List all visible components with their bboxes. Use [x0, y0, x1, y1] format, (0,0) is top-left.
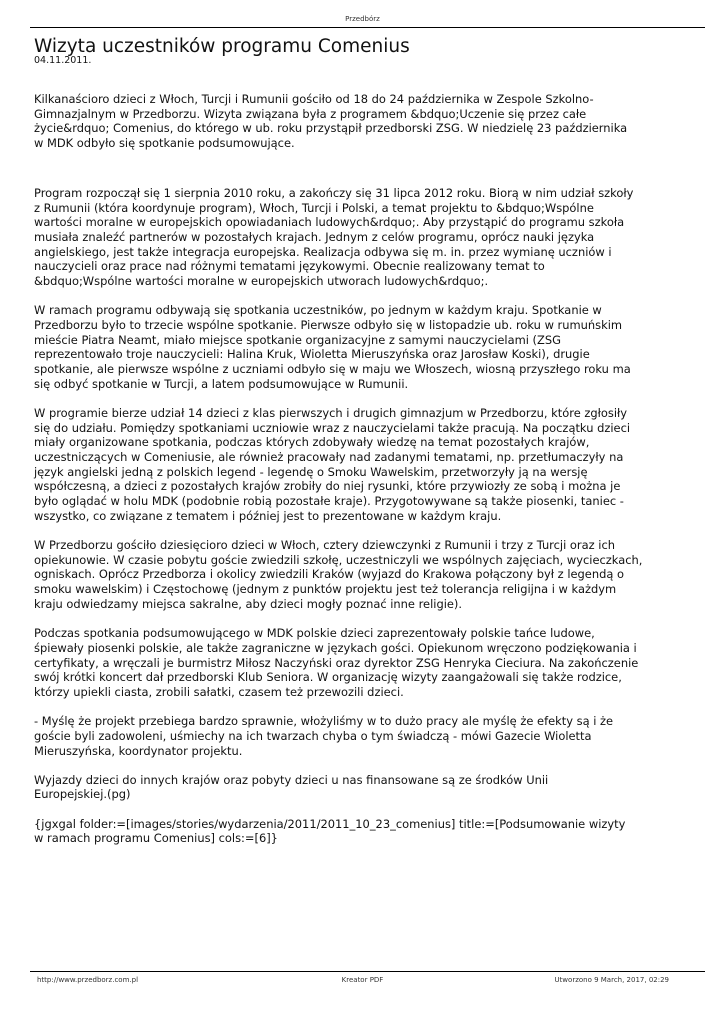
article-paragraph: Wyjazdy dzieci do innych krajów oraz pobyty dzieci u nas finansowane są ze środków Unii Europejskiej.(pg): [34, 772, 549, 802]
article-paragraph: Program rozpoczął się 1 sierpnia 2010 roku, a zakończy się 31 lipca 2012 roku. Biorą w nim udział szkoły z Rumunii (która koordynuje program), Włoch, Turcji i Polski, a temat projektu to &bdquo;Wspólne wartości moralne w europejskich opowiadaniach ludowych&rdquo;. Aby przystąpić do programu szkoła musiała znaleźć partnerów w pozostałych krajach. Jednym z celów programu, oprócz nauki języka angielskiego, jest także integracja europejska. Realizacja odbywa się m. in. przez wymianę uczniów i nauczycieli oraz prace nad różnymi tematami językowymi. Obecnie realizowany temat to &bdquo;Wspólne wartości moralne w europejskich utworach ludowych&rdquo;.: [34, 185, 634, 289]
article-paragraph: Podczas spotkania podsumowującego w MDK polskie dzieci zaprezentowały polskie tańce ludowe, śpiewały piosenki polskie, ale także zagraniczne w językach gości. Opiekunom wręczono podziękowania i certyfikaty, a wręczali je burmistrz Miłosz Naczyński oraz dyrektor ZSG Henryka Cieciura. Na zakończenie swój krótki koncert dał przedborski Klub Seniora. W organizację wizyty zaangażowali się także rodzice, którzy upiekli ciasta, zrobili sałatki, czasem też przewozili dzieci.: [34, 626, 639, 699]
article-title: Wizyta uczestników programu Comenius: [34, 36, 410, 57]
footer-divider: [30, 971, 705, 972]
footer-created-date: Utworzono 9 March, 2017, 02:29: [554, 976, 669, 984]
article-paragraph: W programie bierze udział 14 dzieci z klas pierwszych i drugich gimnazjum w Przedborzu, które zgłosiły się do udziału. Pomiędzy spotkaniami uczniowie wraz z nauczycielami także pracują. Na początku dzieci miały organizowane spotkania, podczas których zdobywały wiedzę na temat pozostałych krajów, uczestniczących w Comeniusie, ale również pracowały nad zadanymi tematami, np. przetłumaczyły na język angielski jedną z polskich legend - legendę o Smoku Wawelskim, przetworzyły ją na wersję współczesną, a dzieci z pozostałych krajów zrobiły do niej rysunki, które przywiozły ze sobą i można je było oglądać w holu MDK (podobnie robią pozostałe kraje). Przygotowywane są także piosenki, taniec - wszystko, co związane z tematem i później jest to prezentowane w każdym kraju.: [34, 405, 631, 523]
site-header-label: Przedbórz: [345, 15, 380, 23]
article-paragraph: W ramach programu odbywają się spotkania uczestników, po jednym w każdym kraju. Spotkanie w Przedborzu było to trzecie wspólne spotkanie. Pierwsze odbyło się w listopadzie ub. roku w rumuńskim mieście Piatra Neamt, miało miejsce spotkanie organizacyjne z samymi nauczycielami (ZSG reprezentowało troje nauczycieli: Halina Kruk, Wioletta Mieruszyńska oraz Jarosław Koski), drugie spotkanie, ale pierwsze wspólne z uczniami odbyło się w maju we Włoszech, wiosną przyszłego roku ma się odbyć spotkanie w Turcji, a latem podsumowujące w Rumunii.: [34, 303, 631, 391]
gallery-shortcode: {jgxgal folder:=[images/stories/wydarzenia/2011/2011_10_23_comenius] title:=[Podsumowanie wizyty w ramach programu Comenius] cols:=[6]}: [34, 816, 626, 846]
article-paragraph: - Myślę że projekt przebiega bardzo sprawnie, włożyliśmy w to dużo pracy ale myślę że efekty są i że goście byli zadowoleni, uśmiechy na ich twarzach chyba o tym świadczą - mówi Gazecie Wioletta Mieruszyńska, koordynator projektu.: [34, 714, 614, 758]
article-date: 04.11.2011.: [34, 55, 92, 66]
header-divider: [30, 27, 705, 28]
article-paragraph: W Przedborzu gościło dziesięcioro dzieci w Włoch, cztery dziewczynki z Rumunii i trzy z Turcji oraz ich opiekunowie. W czasie pobytu goście zwiedzili szkołę, uczestniczyli we wspólnych zajęciach, wycieczkach, ogniskach. Oprócz Przedborza i okolicy zwiedzili Kraków (wyjazd do Krakowa połączony był z legendą o smoku wawelskim) i Częstochowę (jednym z punktów projektu jest też tolerancja religijna i w każdym kraju odwiedzamy miejsca sakralne, aby dzieci mogły poznać inne religie).: [34, 538, 643, 611]
article-paragraph-lead: Kilkanaścioro dzieci z Włoch, Turcji i Rumunii gościło od 18 do 24 października w Zespole Szkolno- Gimnazjalnym w Przedborzu. Wizyta związana była z programem &bdquo;Uczenie się przez całe życie&rdquo; Comenius, do którego w ub. roku przystąpił przedborski ZSG. W niedzielę 23 października w MDK odbyło się spotkanie podsumowujące.: [34, 92, 628, 151]
footer-generator: Kreator PDF: [341, 976, 384, 984]
footer-url: http://www.przedborz.com.pl: [37, 976, 139, 984]
article-body: [34, 92, 694, 861]
